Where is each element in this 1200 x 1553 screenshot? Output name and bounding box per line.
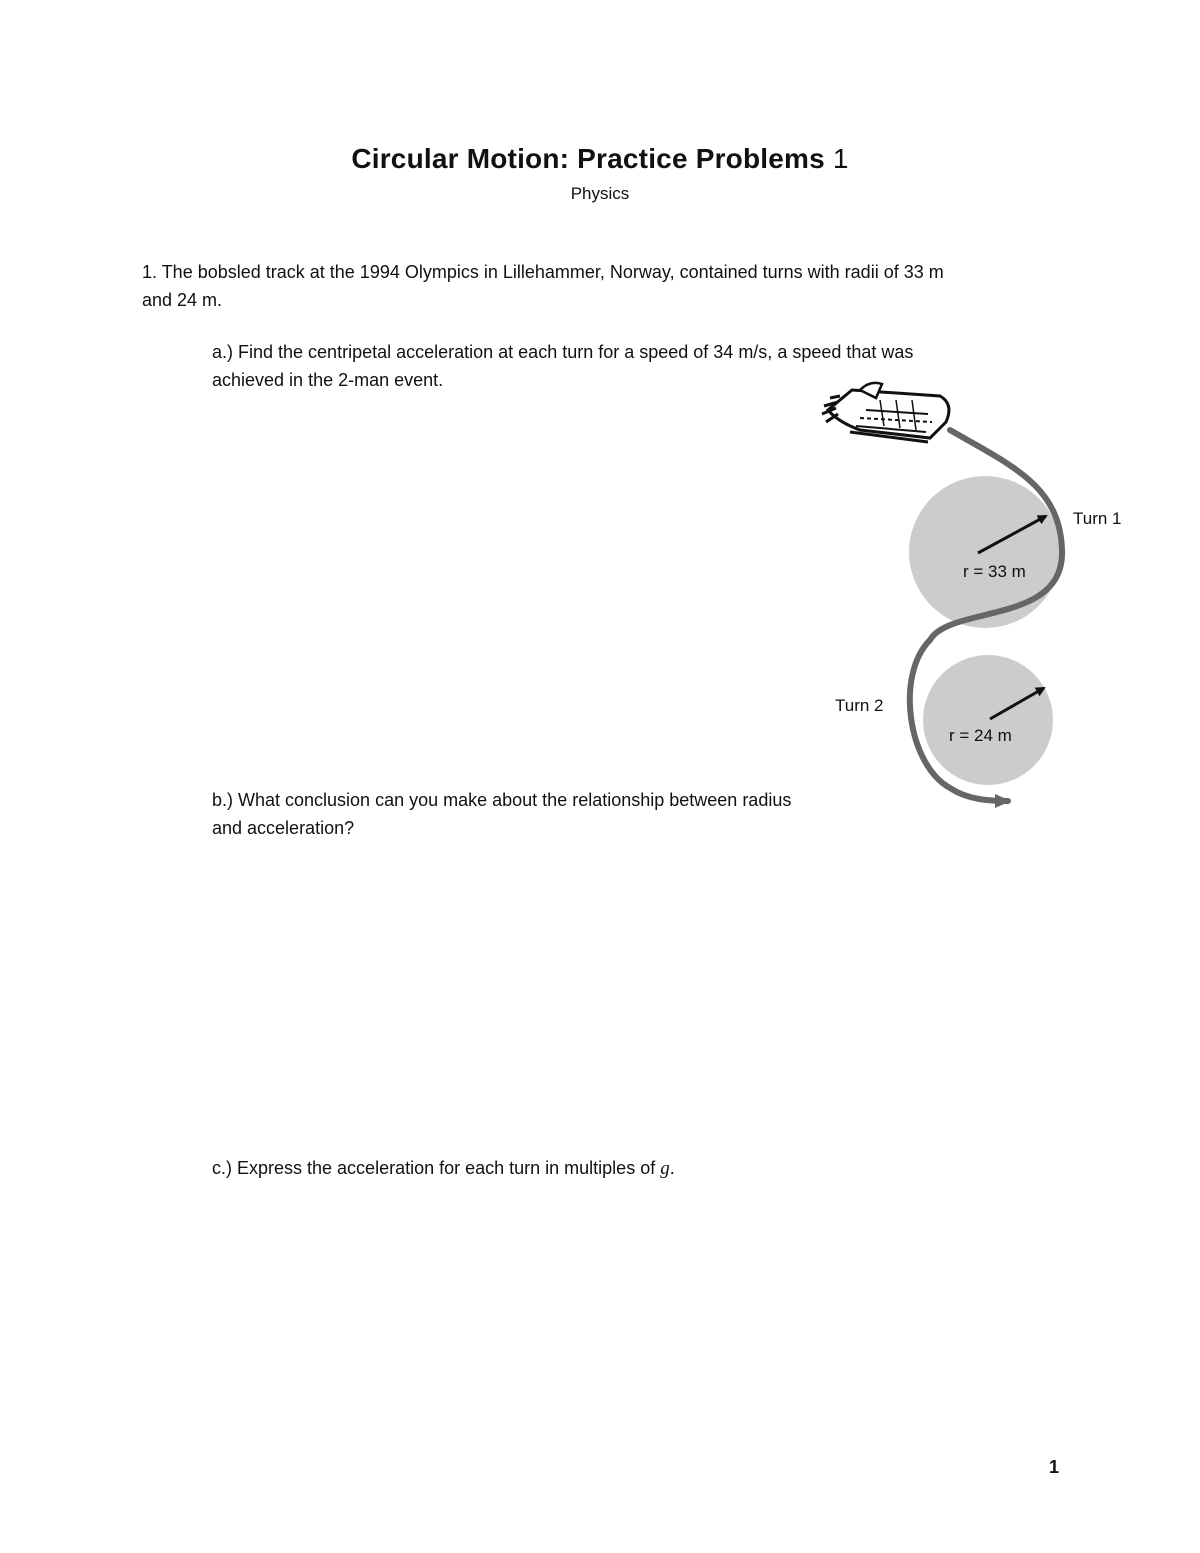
part-c-end: . bbox=[669, 1158, 675, 1178]
turn-1-radius-label: r = 33 m bbox=[963, 562, 1026, 581]
part-b-line-1: b.) What conclusion can you make about the relationship between radius bbox=[212, 790, 792, 810]
turn-2-circle bbox=[923, 655, 1053, 785]
question-part-b bbox=[212, 786, 791, 842]
part-c-text: c.) Express the acceleration for each turn in multiples of bbox=[212, 1158, 661, 1178]
problem-1-statement bbox=[142, 258, 944, 314]
turn-1-circle bbox=[909, 476, 1061, 628]
turn-1-label: Turn 1 bbox=[1073, 509, 1122, 528]
gravity-symbol: g bbox=[660, 1158, 670, 1179]
page-title bbox=[0, 143, 1200, 175]
part-a-line-2: achieved in the 2-man event. bbox=[212, 370, 444, 390]
page-subtitle: Physics bbox=[570, 184, 630, 203]
part-b-line-2: and acceleration? bbox=[212, 818, 355, 838]
part-a-line-1: a.) Find the centripetal acceleration at each turn for a speed of 34 m/s, a speed that was bbox=[212, 342, 914, 362]
title-main: Circular Motion: Practice Problems bbox=[351, 143, 825, 174]
page-number: 1 bbox=[1049, 1457, 1060, 1477]
turn-2-label: Turn 2 bbox=[835, 696, 884, 715]
question-part-a bbox=[212, 338, 913, 394]
bobsled-track-diagram bbox=[810, 370, 1150, 820]
title-number: 1 bbox=[832, 143, 849, 174]
question-part-c bbox=[212, 1154, 675, 1183]
bobsled-icon bbox=[822, 383, 949, 442]
problem-line-2: and 24 m. bbox=[142, 290, 223, 310]
turn-2-radius-label: r = 24 m bbox=[949, 726, 1012, 745]
problem-line-1: 1. The bobsled track at the 1994 Olympics in Lillehammer, Norway, contained turns with radii of 33 m bbox=[142, 262, 944, 282]
